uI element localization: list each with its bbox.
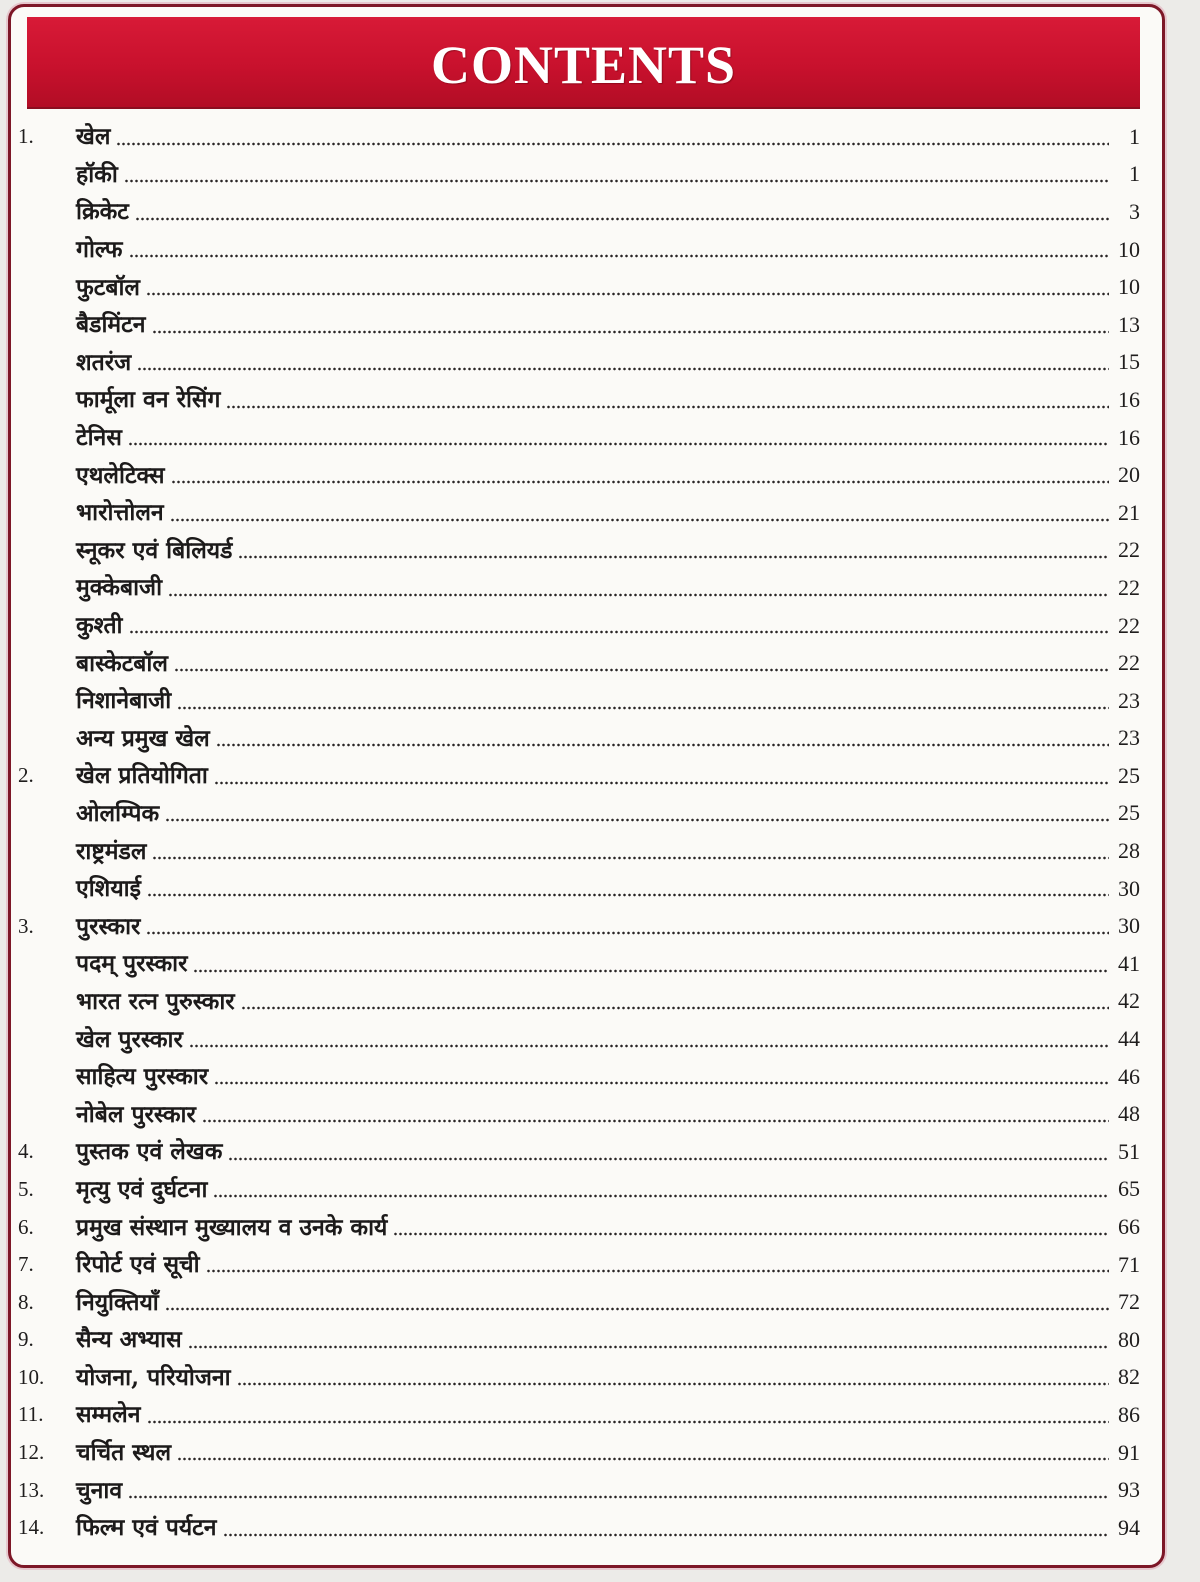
entry-number: 9. bbox=[18, 1327, 34, 1352]
entry-page: 15 bbox=[1118, 349, 1140, 375]
entry-page: 13 bbox=[1118, 311, 1140, 337]
dot-leader bbox=[171, 480, 1109, 484]
entry-number: 2. bbox=[18, 763, 34, 788]
entry-number: 11. bbox=[18, 1402, 44, 1427]
dot-leader bbox=[189, 1044, 1109, 1048]
entry-title: बास्केटबॉल bbox=[76, 649, 168, 677]
entry-page: 41 bbox=[1118, 950, 1140, 976]
entry-page: 1 bbox=[1129, 161, 1140, 187]
entry-page: 22 bbox=[1118, 650, 1140, 676]
dot-leader bbox=[202, 1119, 1109, 1123]
entry-number: 1. bbox=[18, 124, 34, 149]
dot-leader bbox=[146, 931, 1109, 935]
entry-page: 51 bbox=[1118, 1138, 1140, 1164]
toc-subentry[interactable] bbox=[18, 156, 1140, 194]
entry-page: 20 bbox=[1118, 462, 1140, 488]
entry-page: 3 bbox=[1129, 198, 1140, 224]
toc-entry[interactable] bbox=[18, 1471, 1140, 1509]
dot-leader bbox=[137, 367, 1109, 371]
dot-leader bbox=[228, 1157, 1109, 1161]
entry-page: 30 bbox=[1118, 913, 1140, 939]
dot-leader bbox=[238, 555, 1109, 559]
entry-title: क्रिकेट bbox=[76, 198, 129, 226]
dot-leader bbox=[214, 781, 1109, 785]
entry-title: फार्मूला वन रेसिंग bbox=[76, 386, 221, 414]
entry-title: सैन्य अभ्यास bbox=[76, 1326, 182, 1354]
toc-entry[interactable] bbox=[18, 1396, 1140, 1434]
dot-leader bbox=[170, 518, 1109, 522]
entry-page: 80 bbox=[1118, 1326, 1140, 1352]
toc-subentry[interactable] bbox=[18, 193, 1140, 231]
toc-subentry[interactable] bbox=[18, 494, 1140, 532]
toc-entry[interactable] bbox=[18, 118, 1140, 156]
toc-subentry[interactable] bbox=[18, 306, 1140, 344]
entry-page: 94 bbox=[1118, 1514, 1140, 1540]
entry-number: 8. bbox=[18, 1289, 34, 1314]
toc-subentry[interactable] bbox=[18, 682, 1140, 720]
entry-title: अन्य प्रमुख खेल bbox=[76, 724, 210, 752]
entry-page: 30 bbox=[1118, 875, 1140, 901]
entry-title: एथलेटिक्स bbox=[76, 461, 165, 489]
dot-leader bbox=[226, 405, 1109, 409]
entry-title: नियुक्तियाँ bbox=[76, 1288, 159, 1316]
entry-number: 10. bbox=[18, 1364, 45, 1389]
entry-title: पदम् पुरस्कार bbox=[76, 950, 188, 978]
entry-title: खेल पुरस्कार bbox=[76, 1025, 183, 1053]
entry-title: फुटबॉल bbox=[76, 273, 141, 301]
dot-leader bbox=[147, 893, 1109, 897]
toc-subentry[interactable] bbox=[18, 1095, 1140, 1133]
toc-subentry[interactable] bbox=[18, 607, 1140, 645]
dot-leader bbox=[128, 1495, 1109, 1499]
entry-page: 72 bbox=[1118, 1289, 1140, 1315]
toc-entry[interactable] bbox=[18, 1133, 1140, 1171]
entry-page: 71 bbox=[1118, 1251, 1140, 1277]
entry-title: गोल्फ bbox=[76, 236, 123, 264]
entry-title: नोबेल पुरस्कार bbox=[76, 1100, 196, 1128]
entry-number: 13. bbox=[18, 1477, 45, 1502]
entry-page: 86 bbox=[1118, 1401, 1140, 1427]
entry-title: खेल प्रतियोगिता bbox=[76, 762, 208, 790]
entry-number: 4. bbox=[18, 1139, 34, 1164]
entry-title: योजना, परियोजना bbox=[76, 1363, 231, 1391]
toc-subentry[interactable] bbox=[18, 795, 1140, 833]
entry-title: खेल bbox=[76, 123, 111, 151]
dot-leader bbox=[237, 1382, 1109, 1386]
entry-title: निशानेबाजी bbox=[76, 687, 172, 715]
toc-entry[interactable] bbox=[18, 1208, 1140, 1246]
dot-leader bbox=[128, 442, 1109, 446]
toc-entry[interactable] bbox=[18, 1509, 1140, 1547]
dot-leader bbox=[152, 856, 1109, 860]
entry-title: एशियाई bbox=[76, 875, 141, 903]
toc-subentry[interactable] bbox=[18, 268, 1140, 306]
entry-title: मुक्केबाजी bbox=[76, 574, 163, 602]
entry-page: 82 bbox=[1118, 1364, 1140, 1390]
dot-leader bbox=[124, 179, 1109, 183]
entry-title: कुश्ती bbox=[76, 612, 123, 640]
toc-subentry[interactable] bbox=[18, 569, 1140, 607]
entry-title: हॉकी bbox=[76, 160, 118, 188]
dot-leader bbox=[393, 1232, 1109, 1236]
toc-subentry[interactable] bbox=[18, 870, 1140, 908]
entry-page: 93 bbox=[1118, 1477, 1140, 1503]
dot-leader bbox=[165, 1307, 1109, 1311]
entry-page: 21 bbox=[1118, 499, 1140, 525]
entry-page: 28 bbox=[1118, 838, 1140, 864]
toc-subentry[interactable] bbox=[18, 1020, 1140, 1058]
entry-page: 10 bbox=[1118, 236, 1140, 262]
dot-leader bbox=[152, 330, 1109, 334]
entry-title: चर्चित स्थल bbox=[76, 1439, 172, 1467]
entry-number: 3. bbox=[18, 913, 34, 938]
toc-subentry[interactable] bbox=[18, 419, 1140, 457]
toc-subentry[interactable] bbox=[18, 381, 1140, 419]
toc-subentry[interactable] bbox=[18, 832, 1140, 870]
dot-leader bbox=[216, 743, 1109, 747]
dot-leader bbox=[177, 1457, 1109, 1461]
entry-page: 46 bbox=[1118, 1063, 1140, 1089]
toc-entry[interactable] bbox=[18, 1171, 1140, 1209]
entry-title: शतरंज bbox=[76, 348, 132, 376]
toc-entry[interactable] bbox=[18, 757, 1140, 795]
dot-leader bbox=[206, 1269, 1109, 1273]
entry-number: 6. bbox=[18, 1214, 34, 1239]
entry-number: 14. bbox=[18, 1515, 45, 1540]
dot-leader bbox=[129, 254, 1109, 258]
entry-page: 66 bbox=[1118, 1214, 1140, 1240]
entry-title: बैडमिंटन bbox=[76, 311, 146, 339]
entry-page: 22 bbox=[1118, 574, 1140, 600]
entry-page: 65 bbox=[1118, 1176, 1140, 1202]
dot-leader bbox=[147, 1420, 1109, 1424]
toc-subentry[interactable] bbox=[18, 231, 1140, 269]
toc-entry[interactable] bbox=[18, 1321, 1140, 1359]
entry-title: राष्ट्रमंडल bbox=[76, 837, 147, 865]
toc-subentry[interactable] bbox=[18, 720, 1140, 758]
toc-entry[interactable] bbox=[18, 1434, 1140, 1472]
entry-title: चुनाव bbox=[76, 1476, 123, 1504]
entry-page: 91 bbox=[1118, 1439, 1140, 1465]
dot-leader bbox=[116, 142, 1109, 146]
entry-page: 23 bbox=[1118, 687, 1140, 713]
dot-leader bbox=[214, 1081, 1109, 1085]
dot-leader bbox=[241, 1006, 1109, 1010]
entry-page: 48 bbox=[1118, 1101, 1140, 1127]
toc-subentry[interactable] bbox=[18, 532, 1140, 570]
toc-subentry[interactable] bbox=[18, 1058, 1140, 1096]
entry-page: 42 bbox=[1118, 988, 1140, 1014]
toc-entry[interactable] bbox=[18, 1359, 1140, 1397]
entry-title: पुरस्कार bbox=[76, 912, 141, 940]
dot-leader bbox=[165, 818, 1109, 822]
entry-page: 22 bbox=[1118, 612, 1140, 638]
entry-page: 25 bbox=[1118, 762, 1140, 788]
entry-title: ओलम्पिक bbox=[76, 799, 160, 827]
entry-page: 23 bbox=[1118, 725, 1140, 751]
toc-subentry[interactable] bbox=[18, 456, 1140, 494]
entry-title: भारोत्तोलन bbox=[76, 499, 164, 527]
toc-subentry[interactable] bbox=[18, 644, 1140, 682]
dot-leader bbox=[146, 292, 1109, 296]
entry-number: 7. bbox=[18, 1252, 34, 1277]
entry-number: 12. bbox=[18, 1440, 45, 1465]
table-of-contents bbox=[18, 118, 1140, 1547]
toc-entry[interactable] bbox=[18, 1246, 1140, 1284]
entry-title: फिल्म एवं पर्यटन bbox=[76, 1514, 217, 1542]
dot-leader bbox=[174, 668, 1109, 672]
toc-entry[interactable] bbox=[18, 907, 1140, 945]
dot-leader bbox=[135, 217, 1109, 221]
entry-page: 44 bbox=[1118, 1026, 1140, 1052]
toc-subentry[interactable] bbox=[18, 945, 1140, 983]
entry-title: सम्मलेन bbox=[76, 1401, 141, 1429]
entry-page: 16 bbox=[1118, 424, 1140, 450]
entry-page: 22 bbox=[1118, 537, 1140, 563]
entry-title: रिपोर्ट एवं सूची bbox=[76, 1251, 200, 1279]
dot-leader bbox=[188, 1345, 1109, 1349]
entry-title: मृत्यु एवं दुर्घटना bbox=[76, 1175, 208, 1203]
entry-page: 1 bbox=[1129, 123, 1140, 149]
entry-title: टेनिस bbox=[76, 424, 122, 452]
dot-leader bbox=[193, 969, 1109, 973]
entry-title: स्नूकर एवं बिलियर्ड bbox=[76, 536, 233, 564]
dot-leader bbox=[129, 630, 1109, 634]
dot-leader bbox=[223, 1533, 1109, 1537]
entry-title: प्रमुख संस्थान मुख्यालय व उनके कार्य bbox=[76, 1213, 388, 1241]
toc-subentry[interactable] bbox=[18, 344, 1140, 382]
entry-number: 5. bbox=[18, 1176, 34, 1201]
entry-title: पुस्तक एवं लेखक bbox=[76, 1138, 223, 1166]
entry-page: 10 bbox=[1118, 274, 1140, 300]
dot-leader bbox=[213, 1194, 1109, 1198]
entry-title: भारत रत्न पुरुस्कार bbox=[76, 987, 235, 1015]
toc-subentry[interactable] bbox=[18, 983, 1140, 1021]
entry-title: साहित्य पुरस्कार bbox=[76, 1063, 209, 1091]
dot-leader bbox=[168, 593, 1109, 597]
toc-entry[interactable] bbox=[18, 1283, 1140, 1321]
page-title: CONTENTS bbox=[430, 35, 737, 95]
entry-page: 16 bbox=[1118, 386, 1140, 412]
contents-banner bbox=[27, 17, 1140, 109]
dot-leader bbox=[177, 706, 1109, 710]
entry-page: 25 bbox=[1118, 800, 1140, 826]
